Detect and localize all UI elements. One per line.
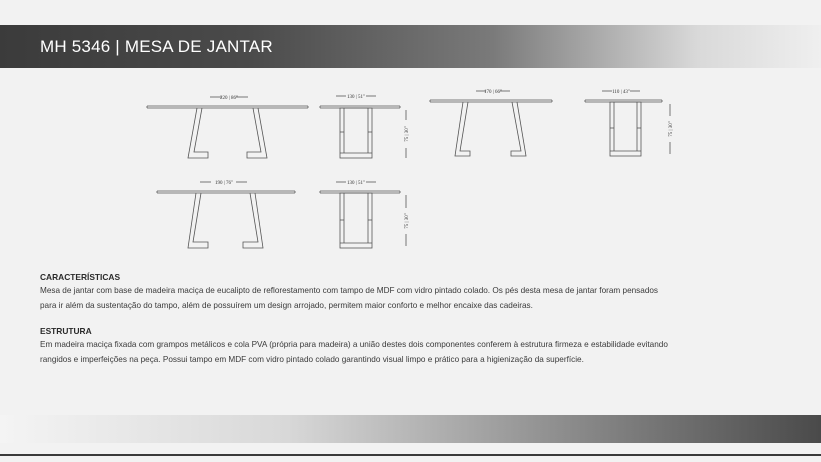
structure-section	[40, 325, 780, 367]
dimension-label: 220 | 86"	[219, 96, 239, 101]
dimension-label: 130 | 51"	[346, 181, 366, 186]
features-section	[40, 271, 780, 313]
footer-band	[0, 415, 821, 443]
drawing-front-170	[430, 90, 552, 156]
dimension-label: 110 | 43"	[612, 90, 630, 95]
structure-heading: ESTRUTURA	[40, 326, 92, 336]
structure-text-line-1: Em madeira maciça fixada com grampos metálicos e cola PVA (própria para madeira) a união destes dois componentes conferem à estrutura firmeza e estabilidade evitando	[40, 340, 668, 349]
dimension-label: 170 | 66"	[483, 90, 503, 95]
features-text-line-2: para ir além da sustentação do tampo, além de possuírem um design arrojado, permitem maior conforto e melhor encaixe das cadeiras.	[40, 301, 533, 310]
features-text-line-1: Mesa de jantar com base de madeira maciça de eucalipto de reflorestamento com tampo de MDF com vidro pintado colado. Os pés desta mesa de jantar foram pensados	[40, 286, 659, 295]
height-label: 75 | 30"	[405, 126, 410, 142]
page-title: MH 5346 | MESA DE JANTAR	[40, 37, 273, 56]
structure-text-line-2: rangidos e imperfeições na peça. Possui tampo em MDF com vidro pintado colado garantindo visual limpo e prático para a higienização da superfície.	[40, 355, 584, 364]
drawing-side-110	[585, 90, 674, 156]
dimension-label: 130 | 51"	[346, 95, 366, 100]
features-heading: CARACTERÍSTICAS	[40, 272, 121, 282]
drawing-side-130-a	[320, 95, 410, 158]
drawing-front-190	[157, 181, 295, 248]
height-label: 75 | 30"	[669, 121, 674, 137]
height-label: 75 | 30"	[405, 213, 410, 229]
drawing-front-220	[147, 96, 308, 158]
drawing-side-130-b	[320, 181, 410, 248]
dimension-label: 190 | 76"	[214, 181, 234, 186]
bottom-divider	[0, 454, 821, 456]
